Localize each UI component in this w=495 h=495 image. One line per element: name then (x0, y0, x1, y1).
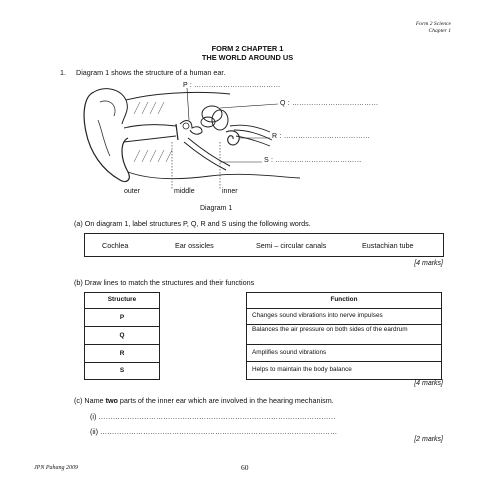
function-header: Function (330, 296, 358, 303)
part-c-text-after: parts of the inner ear which are involved in the hearing mechanism. (117, 396, 334, 405)
structure-s: S (119, 367, 125, 374)
page-number: 60 (241, 463, 249, 472)
part-c-marks: [2 marks] (414, 436, 443, 443)
question-number: 1. (60, 68, 66, 77)
structure-header: Structure (107, 296, 137, 303)
part-b-text: (b) Draw lines to match the structures and their functions (74, 278, 255, 287)
word-eustachian-tube: Eustachian tube (362, 241, 414, 250)
word-cochlea: Cochlea (102, 241, 129, 250)
label-r: R : ……………………………… (272, 133, 371, 140)
structure-r: R (119, 350, 125, 357)
function-2: Balances the air pressure on both sides of the eardrum (252, 326, 408, 333)
header-subject (416, 21, 451, 35)
part-c-text-bold: two (105, 396, 118, 405)
word-ear-ossicles: Ear ossicles (175, 241, 214, 250)
header-line-2: Chapter 1 (428, 28, 451, 34)
part-c-text-before: (c) Name (74, 396, 106, 405)
region-outer: outer (124, 188, 140, 195)
footer-source: JPN Pahang 2009 (34, 465, 78, 471)
question-text: Diagram 1 shows the structure of a human ear. (76, 68, 226, 77)
part-a-text: (a) On diagram 1, label structures P, Q, R and S using the following words. (74, 219, 311, 228)
page-title: FORM 2 CHAPTER 1 (211, 44, 284, 53)
header-line-1: Form 2 Science (415, 21, 451, 27)
page-subtitle: THE WORLD AROUND US (201, 53, 294, 62)
diagram-caption: Diagram 1 (200, 205, 233, 212)
part-a-marks: [4 marks] (414, 260, 443, 267)
region-middle: middle (174, 188, 195, 195)
answer-line-ii[interactable]: (ii) ……………………………………………………………………………………… (90, 427, 338, 436)
answer-line-i[interactable]: (i) ……………………………………………………………………………………… (90, 412, 336, 421)
label-p: P : ……………………………… (183, 82, 281, 89)
function-3: Amplifies sound vibrations (252, 349, 327, 356)
word-semi-circular-canals: Semi – circular canals (256, 241, 327, 250)
label-s: S : ……………………………… (264, 157, 362, 164)
region-inner: inner (222, 188, 238, 195)
function-1: Changes sound vibrations into nerve impulses (252, 312, 383, 319)
label-q: Q : ……………………………… (280, 100, 379, 107)
structure-q: Q (119, 332, 125, 339)
part-b-marks: [4 marks] (414, 380, 443, 387)
structure-p: P (119, 314, 125, 321)
part-c-text (74, 396, 334, 405)
function-4: Helps to maintain the body balance (252, 366, 352, 373)
